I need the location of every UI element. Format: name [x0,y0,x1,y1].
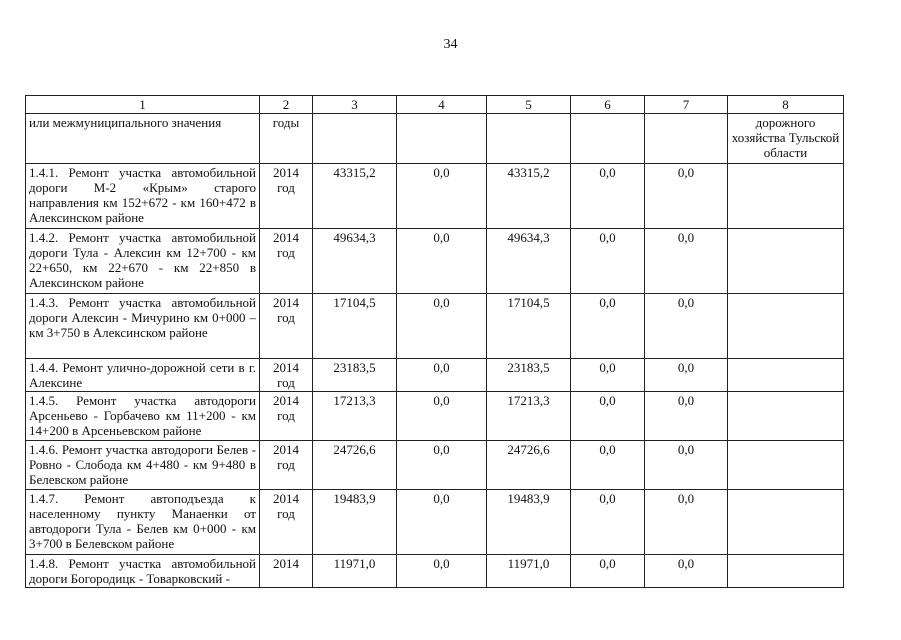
cell-description: 1.4.3. Ремонт участка автомобильной дороги Алексин - Мичурино км 0+000 – км 3+750 в Алексинском районе [26,294,260,359]
cell-executor: дорожного хозяйства Тульской области [728,114,844,164]
cell-executor [728,229,844,294]
cell-executor [728,359,844,392]
cell-col5: 24726,6 [487,441,571,490]
cell-years: 2014 год [260,392,313,441]
cell-description: 1.4.6. Ремонт участка автодороги Белев - Ровно - Слобода км 4+480 - км 9+480 в Белевском районе [26,441,260,490]
column-number: 6 [571,96,645,114]
table-row [26,294,844,359]
cell-col3: 11971,0 [313,555,397,588]
column-number: 7 [645,96,728,114]
cell-col6: 0,0 [571,555,645,588]
cell-col5: 17213,3 [487,392,571,441]
cell-col4: 0,0 [397,555,487,588]
column-number: 3 [313,96,397,114]
cell-col7: 0,0 [645,490,728,555]
cell-executor [728,392,844,441]
cell-description: или межмуниципального значения [26,114,260,164]
cell-col5 [487,114,571,164]
cell-description: 1.4.2. Ремонт участка автомобильной дороги Тула - Алексин км 12+700 - км 22+650, км 22+670 - км 22+850 в Алексинском районе [26,229,260,294]
cell-col3 [313,114,397,164]
cell-col6: 0,0 [571,294,645,359]
cell-years: 2014 год [260,294,313,359]
cell-years: 2014 год [260,229,313,294]
cell-col4: 0,0 [397,490,487,555]
column-number-row [26,96,844,114]
cell-col4: 0,0 [397,441,487,490]
column-number: 2 [260,96,313,114]
cell-description: 1.4.7. Ремонт автоподъезда к населенному пункту Манаенки от автодороги Тула - Белев км 0+000 - км 3+700 в Белевском районе [26,490,260,555]
table-row [26,392,844,441]
column-number: 5 [487,96,571,114]
cell-col5: 17104,5 [487,294,571,359]
cell-col6: 0,0 [571,359,645,392]
cell-col7: 0,0 [645,164,728,229]
cell-description: 1.4.5. Ремонт участка автодороги Арсеньево - Горбачево км 11+200 - км 14+200 в Арсеньевском районе [26,392,260,441]
cell-col6: 0,0 [571,441,645,490]
cell-col7: 0,0 [645,555,728,588]
cell-col7 [645,114,728,164]
cell-col7: 0,0 [645,294,728,359]
cell-executor [728,441,844,490]
cell-col3: 24726,6 [313,441,397,490]
cell-col4: 0,0 [397,294,487,359]
cell-years: 2014 год [260,441,313,490]
cell-col3: 19483,9 [313,490,397,555]
table-row [26,490,844,555]
cell-col5: 11971,0 [487,555,571,588]
cell-col4 [397,114,487,164]
cell-col7: 0,0 [645,229,728,294]
column-number: 8 [728,96,844,114]
cell-col3: 23183,5 [313,359,397,392]
cell-col6: 0,0 [571,392,645,441]
cell-description: 1.4.8. Ремонт участка автомобильной дороги Богородицк - Товарковский - [26,555,260,588]
cell-years: 2014 [260,555,313,588]
cell-col4: 0,0 [397,359,487,392]
cell-years: годы [260,114,313,164]
cell-col5: 23183,5 [487,359,571,392]
cell-col5: 43315,2 [487,164,571,229]
cell-col6 [571,114,645,164]
cell-executor [728,555,844,588]
cell-col3: 43315,2 [313,164,397,229]
cell-description: 1.4.4. Ремонт улично-дорожной сети в г. Алексине [26,359,260,392]
table-row [26,164,844,229]
cell-col6: 0,0 [571,229,645,294]
column-number: 1 [26,96,260,114]
cell-col3: 17104,5 [313,294,397,359]
cell-col3: 17213,3 [313,392,397,441]
cell-col3: 49634,3 [313,229,397,294]
table-row [26,441,844,490]
cell-executor [728,294,844,359]
cell-years: 2014 год [260,490,313,555]
table-row [26,359,844,392]
cell-col4: 0,0 [397,164,487,229]
cell-col6: 0,0 [571,164,645,229]
cell-col7: 0,0 [645,359,728,392]
cell-col6: 0,0 [571,490,645,555]
cell-years: 2014 год [260,359,313,392]
cell-col5: 49634,3 [487,229,571,294]
continuation-row [26,114,844,164]
cell-executor [728,164,844,229]
table-row [26,555,844,588]
cell-col4: 0,0 [397,229,487,294]
cell-description: 1.4.1. Ремонт участка автомобильной дороги М-2 «Крым» старого направления км 152+672 - км 160+472 в Алексинском районе [26,164,260,229]
column-number: 4 [397,96,487,114]
table-row [26,229,844,294]
cell-executor [728,490,844,555]
cell-col5: 19483,9 [487,490,571,555]
cell-col7: 0,0 [645,441,728,490]
program-table [25,95,844,588]
cell-col4: 0,0 [397,392,487,441]
page-number: 34 [443,37,458,52]
cell-col7: 0,0 [645,392,728,441]
cell-years: 2014 год [260,164,313,229]
